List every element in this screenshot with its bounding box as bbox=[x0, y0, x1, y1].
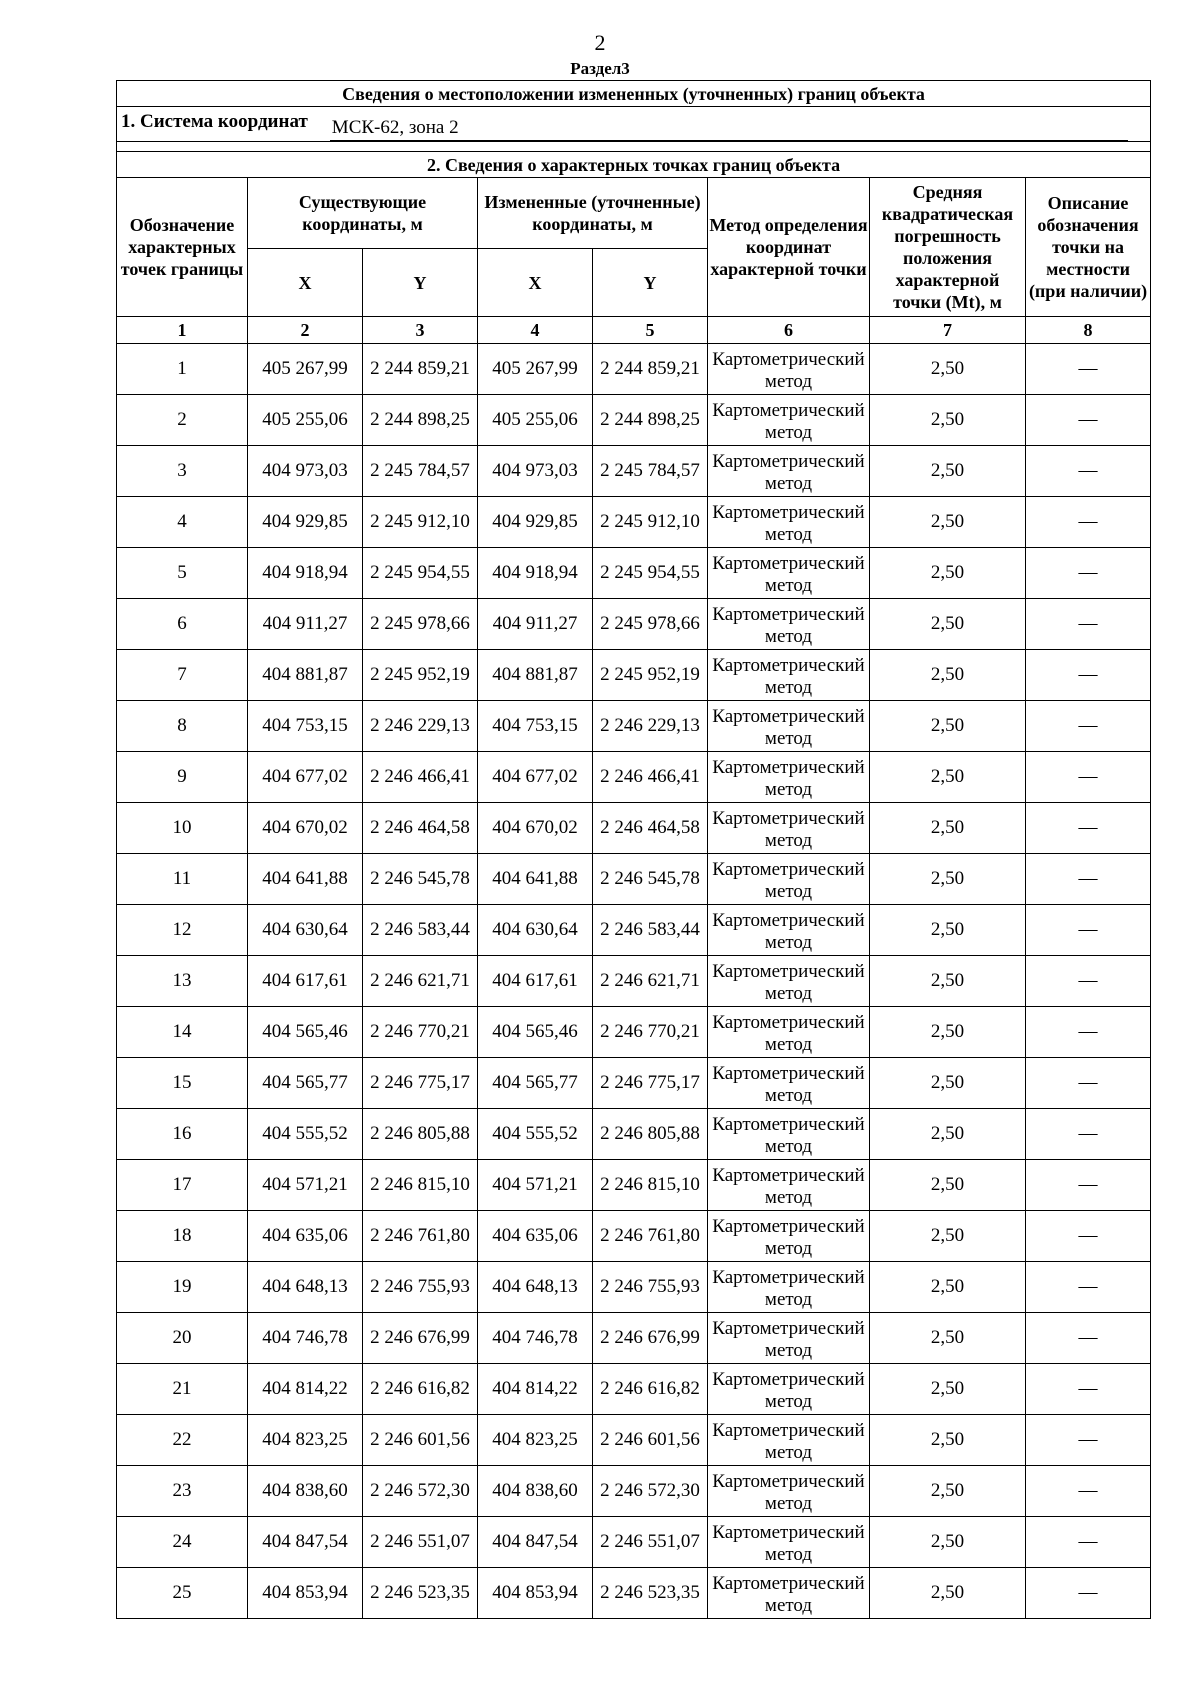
method-text: Картометрический метод bbox=[712, 1062, 865, 1106]
point-number-cell: 14 bbox=[117, 1007, 248, 1058]
header-existing-y: Y bbox=[363, 249, 478, 317]
method-cell bbox=[708, 344, 870, 395]
method-text: Картометрический метод bbox=[712, 1011, 865, 1055]
existing-y-cell: 2 246 761,80 bbox=[363, 1211, 478, 1262]
changed-x-cell: 405 255,06 bbox=[478, 395, 593, 446]
point-number-cell: 9 bbox=[117, 752, 248, 803]
method-cell bbox=[708, 905, 870, 956]
existing-x-cell: 404 555,52 bbox=[248, 1109, 363, 1160]
existing-x-cell: 404 911,27 bbox=[248, 599, 363, 650]
method-text: Картометрический метод bbox=[712, 909, 865, 953]
changed-x-cell: 404 838,60 bbox=[478, 1466, 593, 1517]
changed-y-cell: 2 245 784,57 bbox=[593, 446, 708, 497]
point-number-cell: 24 bbox=[117, 1517, 248, 1568]
point-number-cell: 10 bbox=[117, 803, 248, 854]
description-cell: — bbox=[1026, 395, 1151, 446]
changed-y-cell: 2 246 616,82 bbox=[593, 1364, 708, 1415]
error-cell: 2,50 bbox=[870, 344, 1026, 395]
existing-y-cell: 2 246 523,35 bbox=[363, 1568, 478, 1619]
changed-y-cell: 2 246 551,07 bbox=[593, 1517, 708, 1568]
method-text: Картометрический метод bbox=[712, 399, 865, 443]
page-number: 2 bbox=[594, 30, 606, 55]
changed-x-cell: 405 267,99 bbox=[478, 344, 593, 395]
coordinate-system-value: МСК-62, зона 2 bbox=[330, 117, 1128, 141]
existing-y-cell: 2 246 545,78 bbox=[363, 854, 478, 905]
point-number-cell: 22 bbox=[117, 1415, 248, 1466]
existing-y-cell: 2 246 805,88 bbox=[363, 1109, 478, 1160]
error-cell: 2,50 bbox=[870, 650, 1026, 701]
changed-y-cell: 2 246 805,88 bbox=[593, 1109, 708, 1160]
changed-x-cell: 404 746,78 bbox=[478, 1313, 593, 1364]
table-row bbox=[117, 1109, 1151, 1160]
description-cell: — bbox=[1026, 1517, 1151, 1568]
existing-x-cell: 404 630,64 bbox=[248, 905, 363, 956]
header-changed-y: Y bbox=[593, 249, 708, 317]
table-row bbox=[117, 1160, 1151, 1211]
changed-x-cell: 404 630,64 bbox=[478, 905, 593, 956]
table-row bbox=[117, 1313, 1151, 1364]
method-cell bbox=[708, 701, 870, 752]
method-text: Картометрический метод bbox=[712, 1368, 865, 1412]
table-row bbox=[117, 395, 1151, 446]
description-cell: — bbox=[1026, 1007, 1151, 1058]
table-row bbox=[117, 1568, 1151, 1619]
description-cell: — bbox=[1026, 1262, 1151, 1313]
existing-y-cell: 2 246 229,13 bbox=[363, 701, 478, 752]
error-cell: 2,50 bbox=[870, 1466, 1026, 1517]
table-row bbox=[117, 752, 1151, 803]
method-cell bbox=[708, 395, 870, 446]
existing-y-cell: 2 246 755,93 bbox=[363, 1262, 478, 1313]
point-number-cell: 6 bbox=[117, 599, 248, 650]
changed-y-cell: 2 245 912,10 bbox=[593, 497, 708, 548]
changed-y-cell: 2 244 859,21 bbox=[593, 344, 708, 395]
existing-y-cell: 2 246 551,07 bbox=[363, 1517, 478, 1568]
existing-x-cell: 404 565,46 bbox=[248, 1007, 363, 1058]
method-cell bbox=[708, 803, 870, 854]
existing-x-cell: 404 918,94 bbox=[248, 548, 363, 599]
changed-x-cell: 404 973,03 bbox=[478, 446, 593, 497]
changed-y-cell: 2 245 954,55 bbox=[593, 548, 708, 599]
method-cell bbox=[708, 1517, 870, 1568]
point-number-cell: 7 bbox=[117, 650, 248, 701]
changed-y-cell: 2 246 523,35 bbox=[593, 1568, 708, 1619]
changed-x-cell: 404 911,27 bbox=[478, 599, 593, 650]
point-number-cell: 8 bbox=[117, 701, 248, 752]
existing-x-cell: 404 571,21 bbox=[248, 1160, 363, 1211]
point-number-cell: 11 bbox=[117, 854, 248, 905]
changed-y-cell: 2 246 229,13 bbox=[593, 701, 708, 752]
existing-x-cell: 404 641,88 bbox=[248, 854, 363, 905]
method-cell bbox=[708, 956, 870, 1007]
section-title: Раздел3 bbox=[570, 59, 630, 78]
existing-x-cell: 404 648,13 bbox=[248, 1262, 363, 1313]
header-existing-coordinates: Существующие координаты, м bbox=[248, 178, 478, 249]
method-text: Картометрический метод bbox=[712, 756, 865, 800]
column-number: 6 bbox=[708, 317, 870, 344]
description-cell: — bbox=[1026, 803, 1151, 854]
changed-y-cell: 2 246 761,80 bbox=[593, 1211, 708, 1262]
changed-x-cell: 404 670,02 bbox=[478, 803, 593, 854]
existing-x-cell: 404 677,02 bbox=[248, 752, 363, 803]
description-cell: — bbox=[1026, 701, 1151, 752]
existing-y-cell: 2 246 770,21 bbox=[363, 1007, 478, 1058]
error-cell: 2,50 bbox=[870, 1211, 1026, 1262]
existing-x-cell: 404 753,15 bbox=[248, 701, 363, 752]
point-number-cell: 17 bbox=[117, 1160, 248, 1211]
column-number: 3 bbox=[363, 317, 478, 344]
changed-y-cell: 2 246 621,71 bbox=[593, 956, 708, 1007]
method-cell bbox=[708, 1160, 870, 1211]
coordinate-system-row bbox=[117, 107, 1151, 142]
method-text: Картометрический метод bbox=[712, 348, 865, 392]
method-text: Картометрический метод bbox=[712, 654, 865, 698]
existing-y-cell: 2 244 859,21 bbox=[363, 344, 478, 395]
error-cell: 2,50 bbox=[870, 1313, 1026, 1364]
table-row bbox=[117, 905, 1151, 956]
table-row bbox=[117, 1517, 1151, 1568]
table-row bbox=[117, 1058, 1151, 1109]
error-cell: 2,50 bbox=[870, 1058, 1026, 1109]
method-cell bbox=[708, 854, 870, 905]
description-cell: — bbox=[1026, 905, 1151, 956]
description-cell: — bbox=[1026, 1211, 1151, 1262]
error-cell: 2,50 bbox=[870, 497, 1026, 548]
header-changed-coordinates: Измененные (уточненные) координаты, м bbox=[478, 178, 708, 249]
header-description: Описание обозначения точки на местности (при наличии) bbox=[1026, 178, 1151, 317]
method-cell bbox=[708, 1007, 870, 1058]
error-cell: 2,50 bbox=[870, 1364, 1026, 1415]
method-cell bbox=[708, 1466, 870, 1517]
changed-x-cell: 404 648,13 bbox=[478, 1262, 593, 1313]
point-number-cell: 13 bbox=[117, 956, 248, 1007]
table-row bbox=[117, 1262, 1151, 1313]
changed-x-cell: 404 881,87 bbox=[478, 650, 593, 701]
method-cell bbox=[708, 497, 870, 548]
existing-x-cell: 404 929,85 bbox=[248, 497, 363, 548]
description-cell: — bbox=[1026, 1109, 1151, 1160]
existing-y-cell: 2 246 464,58 bbox=[363, 803, 478, 854]
method-text: Картометрический метод bbox=[712, 1470, 865, 1514]
changed-y-cell: 2 246 770,21 bbox=[593, 1007, 708, 1058]
existing-y-cell: 2 244 898,25 bbox=[363, 395, 478, 446]
point-number-cell: 2 bbox=[117, 395, 248, 446]
method-cell bbox=[708, 752, 870, 803]
error-cell: 2,50 bbox=[870, 1568, 1026, 1619]
existing-x-cell: 404 823,25 bbox=[248, 1415, 363, 1466]
table-row bbox=[117, 497, 1151, 548]
method-text: Картометрический метод bbox=[712, 1419, 865, 1463]
existing-x-cell: 404 847,54 bbox=[248, 1517, 363, 1568]
changed-y-cell: 2 246 755,93 bbox=[593, 1262, 708, 1313]
header-method: Метод определения координат характерной точки bbox=[708, 178, 870, 317]
point-number-cell: 19 bbox=[117, 1262, 248, 1313]
point-number-cell: 16 bbox=[117, 1109, 248, 1160]
method-text: Картометрический метод bbox=[712, 1572, 865, 1616]
method-text: Картометрический метод bbox=[712, 1317, 865, 1361]
error-cell: 2,50 bbox=[870, 446, 1026, 497]
boundary-points-table bbox=[116, 80, 1151, 1619]
coordinate-system-label: 1. Система координат bbox=[121, 111, 308, 132]
point-number-cell: 12 bbox=[117, 905, 248, 956]
error-cell: 2,50 bbox=[870, 854, 1026, 905]
method-cell bbox=[708, 599, 870, 650]
description-cell: — bbox=[1026, 1160, 1151, 1211]
method-text: Картометрический метод bbox=[712, 1113, 865, 1157]
method-cell bbox=[708, 1415, 870, 1466]
error-cell: 2,50 bbox=[870, 752, 1026, 803]
point-number-cell: 5 bbox=[117, 548, 248, 599]
description-cell: — bbox=[1026, 497, 1151, 548]
table-row bbox=[117, 1415, 1151, 1466]
existing-y-cell: 2 246 572,30 bbox=[363, 1466, 478, 1517]
description-cell: — bbox=[1026, 344, 1151, 395]
method-cell bbox=[708, 650, 870, 701]
point-number-cell: 25 bbox=[117, 1568, 248, 1619]
existing-x-cell: 404 635,06 bbox=[248, 1211, 363, 1262]
spacer-row bbox=[117, 142, 1151, 152]
method-cell bbox=[708, 1568, 870, 1619]
table-row bbox=[117, 1466, 1151, 1517]
table-row bbox=[117, 446, 1151, 497]
existing-x-cell: 404 565,77 bbox=[248, 1058, 363, 1109]
table-row bbox=[117, 803, 1151, 854]
changed-x-cell: 404 555,52 bbox=[478, 1109, 593, 1160]
existing-x-cell: 404 617,61 bbox=[248, 956, 363, 1007]
column-number: 1 bbox=[117, 317, 248, 344]
changed-y-cell: 2 246 466,41 bbox=[593, 752, 708, 803]
changed-x-cell: 404 823,25 bbox=[478, 1415, 593, 1466]
table-row bbox=[117, 599, 1151, 650]
point-number-cell: 15 bbox=[117, 1058, 248, 1109]
error-cell: 2,50 bbox=[870, 1415, 1026, 1466]
column-number: 2 bbox=[248, 317, 363, 344]
changed-y-cell: 2 245 952,19 bbox=[593, 650, 708, 701]
table-row bbox=[117, 854, 1151, 905]
point-number-cell: 20 bbox=[117, 1313, 248, 1364]
header-point-designation: Обозначение характерных точек границы bbox=[117, 178, 248, 317]
error-cell: 2,50 bbox=[870, 1007, 1026, 1058]
method-cell bbox=[708, 548, 870, 599]
column-number: 5 bbox=[593, 317, 708, 344]
existing-y-cell: 2 245 784,57 bbox=[363, 446, 478, 497]
description-cell: — bbox=[1026, 956, 1151, 1007]
method-text: Картометрический метод bbox=[712, 603, 865, 647]
point-number-cell: 4 bbox=[117, 497, 248, 548]
point-number-cell: 18 bbox=[117, 1211, 248, 1262]
point-number-cell: 1 bbox=[117, 344, 248, 395]
existing-x-cell: 404 670,02 bbox=[248, 803, 363, 854]
description-cell: — bbox=[1026, 1364, 1151, 1415]
changed-y-cell: 2 244 898,25 bbox=[593, 395, 708, 446]
table-row bbox=[117, 701, 1151, 752]
changed-x-cell: 404 617,61 bbox=[478, 956, 593, 1007]
changed-x-cell: 404 565,77 bbox=[478, 1058, 593, 1109]
existing-x-cell: 404 881,87 bbox=[248, 650, 363, 701]
changed-y-cell: 2 246 583,44 bbox=[593, 905, 708, 956]
changed-x-cell: 404 814,22 bbox=[478, 1364, 593, 1415]
changed-y-cell: 2 246 572,30 bbox=[593, 1466, 708, 1517]
method-text: Картометрический метод bbox=[712, 552, 865, 596]
changed-y-cell: 2 246 775,17 bbox=[593, 1058, 708, 1109]
changed-x-cell: 404 847,54 bbox=[478, 1517, 593, 1568]
existing-y-cell: 2 246 676,99 bbox=[363, 1313, 478, 1364]
existing-y-cell: 2 246 616,82 bbox=[363, 1364, 478, 1415]
table-row bbox=[117, 1211, 1151, 1262]
table-row bbox=[117, 1007, 1151, 1058]
method-cell bbox=[708, 1313, 870, 1364]
method-text: Картометрический метод bbox=[712, 1164, 865, 1208]
table-row bbox=[117, 650, 1151, 701]
method-cell bbox=[708, 1262, 870, 1313]
column-number: 8 bbox=[1026, 317, 1151, 344]
error-cell: 2,50 bbox=[870, 599, 1026, 650]
changed-y-cell: 2 246 545,78 bbox=[593, 854, 708, 905]
changed-x-cell: 404 853,94 bbox=[478, 1568, 593, 1619]
existing-x-cell: 404 973,03 bbox=[248, 446, 363, 497]
method-text: Картометрический метод bbox=[712, 501, 865, 545]
method-text: Картометрический метод bbox=[712, 807, 865, 851]
description-cell: — bbox=[1026, 650, 1151, 701]
method-text: Картометрический метод bbox=[712, 960, 865, 1004]
existing-x-cell: 405 267,99 bbox=[248, 344, 363, 395]
existing-y-cell: 2 246 775,17 bbox=[363, 1058, 478, 1109]
changed-x-cell: 404 753,15 bbox=[478, 701, 593, 752]
table-row bbox=[117, 956, 1151, 1007]
method-text: Картометрический метод bbox=[712, 1215, 865, 1259]
point-number-cell: 21 bbox=[117, 1364, 248, 1415]
existing-x-cell: 404 746,78 bbox=[248, 1313, 363, 1364]
point-number-cell: 3 bbox=[117, 446, 248, 497]
method-cell bbox=[708, 1109, 870, 1160]
header-existing-x: X bbox=[248, 249, 363, 317]
error-cell: 2,50 bbox=[870, 956, 1026, 1007]
description-cell: — bbox=[1026, 1415, 1151, 1466]
changed-x-cell: 404 635,06 bbox=[478, 1211, 593, 1262]
existing-y-cell: 2 246 583,44 bbox=[363, 905, 478, 956]
changed-x-cell: 404 571,21 bbox=[478, 1160, 593, 1211]
method-cell bbox=[708, 1364, 870, 1415]
method-text: Картометрический метод bbox=[712, 1521, 865, 1565]
changed-y-cell: 2 246 601,56 bbox=[593, 1415, 708, 1466]
changed-x-cell: 404 641,88 bbox=[478, 854, 593, 905]
changed-y-cell: 2 245 978,66 bbox=[593, 599, 708, 650]
description-cell: — bbox=[1026, 599, 1151, 650]
changed-y-cell: 2 246 676,99 bbox=[593, 1313, 708, 1364]
point-number-cell: 23 bbox=[117, 1466, 248, 1517]
error-cell: 2,50 bbox=[870, 905, 1026, 956]
error-cell: 2,50 bbox=[870, 803, 1026, 854]
table-row bbox=[117, 548, 1151, 599]
description-cell: — bbox=[1026, 752, 1151, 803]
method-text: Картометрический метод bbox=[712, 858, 865, 902]
header-changed-x: X bbox=[478, 249, 593, 317]
description-cell: — bbox=[1026, 854, 1151, 905]
column-number: 4 bbox=[478, 317, 593, 344]
error-cell: 2,50 bbox=[870, 548, 1026, 599]
method-text: Картометрический метод bbox=[712, 1266, 865, 1310]
description-cell: — bbox=[1026, 1058, 1151, 1109]
changed-x-cell: 404 929,85 bbox=[478, 497, 593, 548]
method-cell bbox=[708, 1211, 870, 1262]
changed-x-cell: 404 918,94 bbox=[478, 548, 593, 599]
error-cell: 2,50 bbox=[870, 1109, 1026, 1160]
existing-y-cell: 2 245 952,19 bbox=[363, 650, 478, 701]
column-number: 7 bbox=[870, 317, 1026, 344]
table-row bbox=[117, 344, 1151, 395]
changed-x-cell: 404 565,46 bbox=[478, 1007, 593, 1058]
changed-y-cell: 2 246 464,58 bbox=[593, 803, 708, 854]
existing-y-cell: 2 245 954,55 bbox=[363, 548, 478, 599]
method-text: Картометрический метод bbox=[712, 705, 865, 749]
existing-x-cell: 404 838,60 bbox=[248, 1466, 363, 1517]
changed-y-cell: 2 246 815,10 bbox=[593, 1160, 708, 1211]
description-cell: — bbox=[1026, 1466, 1151, 1517]
method-text: Картометрический метод bbox=[712, 450, 865, 494]
existing-x-cell: 404 814,22 bbox=[248, 1364, 363, 1415]
existing-x-cell: 404 853,94 bbox=[248, 1568, 363, 1619]
table-subtitle: 2. Сведения о характерных точках границ объекта bbox=[117, 152, 1151, 178]
existing-y-cell: 2 246 466,41 bbox=[363, 752, 478, 803]
error-cell: 2,50 bbox=[870, 395, 1026, 446]
error-cell: 2,50 bbox=[870, 1517, 1026, 1568]
table-row bbox=[117, 1364, 1151, 1415]
existing-y-cell: 2 245 978,66 bbox=[363, 599, 478, 650]
existing-y-cell: 2 246 601,56 bbox=[363, 1415, 478, 1466]
description-cell: — bbox=[1026, 1313, 1151, 1364]
existing-y-cell: 2 246 815,10 bbox=[363, 1160, 478, 1211]
table-title: Сведения о местоположении измененных (уточненных) границ объекта bbox=[117, 81, 1151, 107]
method-cell bbox=[708, 1058, 870, 1109]
description-cell: — bbox=[1026, 1568, 1151, 1619]
existing-y-cell: 2 245 912,10 bbox=[363, 497, 478, 548]
error-cell: 2,50 bbox=[870, 1262, 1026, 1313]
description-cell: — bbox=[1026, 548, 1151, 599]
error-cell: 2,50 bbox=[870, 1160, 1026, 1211]
description-cell: — bbox=[1026, 446, 1151, 497]
header-error: Средняя квадратическая погрешность положения характерной точки (Mt), м bbox=[870, 178, 1026, 317]
error-cell: 2,50 bbox=[870, 701, 1026, 752]
method-cell bbox=[708, 446, 870, 497]
existing-y-cell: 2 246 621,71 bbox=[363, 956, 478, 1007]
changed-x-cell: 404 677,02 bbox=[478, 752, 593, 803]
existing-x-cell: 405 255,06 bbox=[248, 395, 363, 446]
